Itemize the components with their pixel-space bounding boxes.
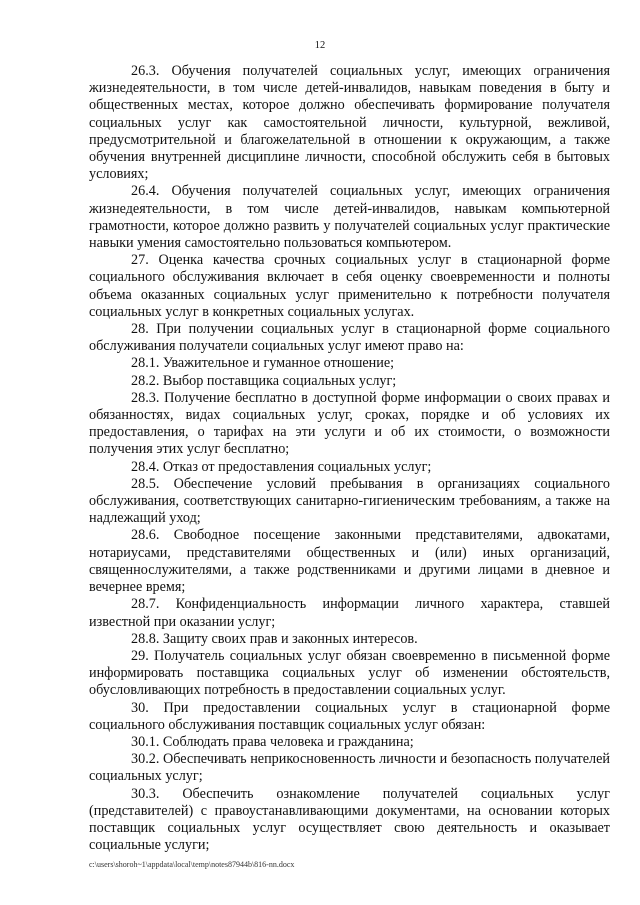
paragraph: 28.3. Получение бесплатно в доступной форме информации о своих правах и обязанностях, видах социальных услуг, сроках, порядке и об условиях их предоставления, о тарифах на эти услуги и об их стоимости, о возможности получения этих услуг бесплатно; — [89, 389, 610, 458]
paragraph: 28.6. Свободное посещение законными представителями, адвокатами, нотариусами, представителями общественных и (или) иных организаций, священнослужителями, а также родственниками и другими лицами в дневное и вечернее время; — [89, 527, 610, 596]
paragraph: 28.2. Выбор поставщика социальных услуг; — [131, 372, 397, 389]
document-body — [89, 63, 610, 854]
paragraph: 30.3. Обеспечить ознакомление получателей социальных услуг (представителей) с правоустанавливающими документами, на основании которых поставщик социальных услуг осуществляет свою деятельность и оказывает социальные услуги; — [89, 785, 610, 854]
paragraph: 28.4. Отказ от предоставления социальных услуг; — [131, 458, 432, 475]
paragraph: 28. При получении социальных услуг в стационарной форме социального обслуживания получатели социальных услуг имеют право на: — [89, 321, 610, 355]
paragraph: 29. Получатель социальных услуг обязан своевременно в письменной форме информировать поставщика социальных услуг об изменении обстоятельств, обусловливающих потребность в предоставлении социальных услуг. — [89, 647, 610, 699]
paragraph: 30.1. Соблюдать права человека и гражданина; — [131, 733, 414, 750]
paragraph: 27. Оценка качества срочных социальных услуг в стационарной форме социального обслуживания включает в себя оценку своевременности и полноты объема оказанных социальных услуг применительно к потребности получателя социальных услуг в конкретных социальных услугах. — [89, 252, 610, 320]
paragraph: 28.7. Конфиденциальность информации личного характера, ставшей известной при оказании услуг; — [89, 596, 610, 630]
paragraph: 26.4. Обучения получателей социальных услуг, имеющих ограничения жизнедеятельности, в том числе детей-инвалидов, навыкам компьютерной грамотности, которое должно развить у получателей социальных услуг практические навыки умения самостоятельно пользоваться компьютером. — [89, 183, 610, 252]
paragraph: 30.2. Обеспечивать неприкосновенность личности и безопасность получателей социальных услуг; — [89, 751, 610, 785]
footer-file-path: c:\users\shoroh~1\appdata\local\temp\notes87944b\816-nn.docx — [89, 860, 295, 869]
paragraph: 30. При предоставлении социальных услуг в стационарной форме социального обслуживания поставщик социальных услуг обязан: — [89, 699, 610, 733]
paragraph: 28.8. Защиту своих прав и законных интересов. — [131, 630, 418, 647]
paragraph: 28.1. Уважительное и гуманное отношение; — [131, 355, 395, 372]
paragraph: 26.3. Обучения получателей социальных услуг, имеющих ограничения жизнедеятельности, в том числе детей-инвалидов, навыкам поведения в быту и общественных местах, которое должно обеспечивать формирование получателя социальных услуг как самостоятельной личности, культурной, вежливой, предусмотрительной и благожелательной в отношении к окружающим, а также обучения внутренней дисциплине личности, способной обслужить себя в бытовых условиях; — [89, 63, 610, 183]
page-number: 12 — [314, 40, 326, 51]
paragraph: 28.5. Обеспечение условий пребывания в организациях социального обслуживания, соответствующих санитарно-гигиеническим требованиям, а также на надлежащий уход; — [89, 475, 610, 527]
